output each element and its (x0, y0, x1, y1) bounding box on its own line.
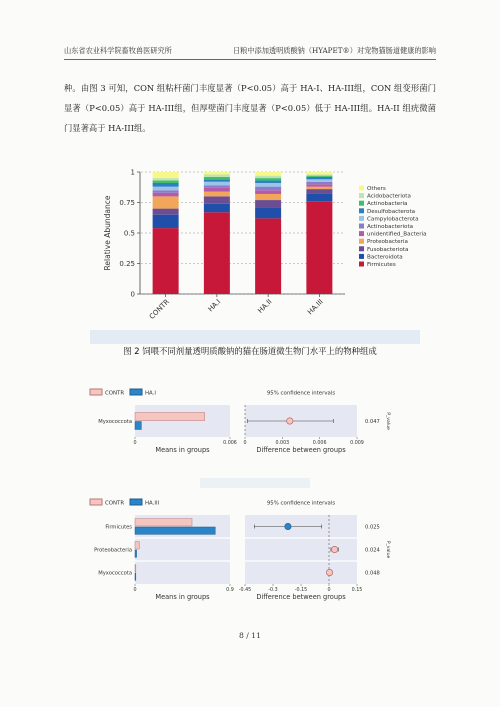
legend-label: Others (367, 186, 386, 192)
ci-tick-label: -0.15 (294, 588, 308, 593)
category-label: Firmicutes (105, 524, 132, 531)
p-value: 0.024 (365, 547, 380, 554)
bar-segment (255, 176, 281, 178)
bar-segment (255, 190, 281, 194)
category-label: Myxococcota (98, 419, 132, 425)
x-tick-label: HA.I (206, 297, 223, 314)
bar-segment (306, 172, 332, 174)
legend-label: CONTR (105, 500, 125, 507)
mean-bar (135, 413, 205, 421)
difference-point (326, 569, 332, 575)
ci-tick-label: -0.45 (238, 588, 252, 593)
bar-segment (255, 187, 281, 191)
legend-swatch (359, 208, 364, 213)
ci-axis-label: Difference between groups (256, 593, 346, 601)
legend-swatch (359, 224, 364, 229)
y-tick-label: 0 (130, 290, 135, 299)
stacked-bar-chart (90, 160, 427, 340)
bar-segment (306, 182, 332, 184)
bar-segment (306, 177, 332, 179)
legend-swatch (359, 231, 364, 236)
bar-segment (255, 178, 281, 180)
ci-tick-label: 0.003 (275, 441, 290, 446)
x-tick-label: HA.III (306, 297, 325, 317)
mean-bar (135, 542, 139, 549)
ci-tick-label: 0 (327, 588, 331, 593)
legend-swatch (359, 216, 364, 221)
bar-segment (306, 176, 332, 177)
legend-label: HA.III (145, 500, 160, 507)
bar-segment (153, 172, 179, 178)
legend-swatch (130, 389, 142, 395)
legend-swatch (130, 499, 142, 505)
means-tick-label: 0.9 (226, 588, 234, 593)
bar-segment (153, 187, 179, 191)
y-tick-label: 0.5 (123, 229, 135, 238)
legend-label: Campylobacterota (367, 216, 419, 223)
means-axis-label: Means in groups (155, 446, 210, 454)
legend-swatch (359, 193, 364, 198)
bar-segment (153, 193, 179, 197)
bar-segment (204, 185, 230, 187)
bar-segment (306, 201, 332, 294)
legend-label: Proteobacteria (367, 239, 408, 246)
ci-tick-label: 0 (243, 441, 247, 446)
bar-segment (306, 189, 332, 194)
legend-label: Actinobacteria (367, 201, 408, 208)
mean-bar (135, 519, 192, 526)
bar-segment (204, 177, 230, 179)
legend-label: Acidobacteriota (367, 193, 411, 200)
legend-swatch (359, 186, 364, 191)
bar-segment (153, 215, 179, 228)
legend-swatch (359, 201, 364, 206)
bar-segment (306, 174, 332, 175)
bar-segment (204, 196, 230, 203)
ci-tick-label: 0.006 (312, 441, 327, 446)
mean-bar (135, 527, 215, 534)
ci-title: 95% confidence intervals (266, 500, 336, 507)
legend-swatch (359, 262, 364, 267)
bar-segment (153, 196, 179, 208)
bar-segment (204, 204, 230, 213)
y-tick-label: 1 (130, 168, 135, 177)
bar-segment (204, 192, 230, 197)
legend-label: HA.I (145, 390, 156, 397)
page-number: 8 / 11 (239, 631, 261, 640)
bar-segment (204, 212, 230, 294)
bar-segment (255, 207, 281, 218)
means-tick-label: 0 (133, 588, 137, 593)
bar-segment (306, 194, 332, 201)
bar-segment (204, 188, 230, 192)
bar-segment (153, 178, 179, 180)
bar-segment (255, 183, 281, 187)
p-value-label: P_value (385, 412, 390, 430)
category-label: Proteobacteria (94, 547, 132, 554)
bar-segment (153, 181, 179, 183)
bar-segment (255, 172, 281, 176)
legend-swatch (359, 254, 364, 259)
bar-segment (153, 228, 179, 294)
ci-tick-label: -0.3 (268, 588, 278, 593)
ci-panel (245, 515, 357, 584)
scan-smear (200, 478, 310, 488)
p-value: 0.025 (365, 524, 380, 531)
ci-title: 95% confidence intervals (266, 390, 336, 397)
means-panel (135, 405, 230, 437)
legend-label: Firmicutes (367, 262, 396, 268)
x-tick-label: HA.II (256, 297, 274, 315)
p-value: 0.048 (365, 570, 380, 577)
bar-segment (204, 182, 230, 186)
bar-segment (204, 179, 230, 181)
bar-segment (255, 194, 281, 200)
header-institute: 山东省农业科学院畜牧兽医研究所 (64, 46, 172, 55)
bar-segment (306, 179, 332, 181)
bar-segment (204, 172, 230, 174)
y-tick-label: 0.25 (119, 260, 135, 268)
means-tick-label: 0.006 (223, 441, 237, 446)
legend-label: Fusobacteriota (367, 246, 409, 253)
ci-tick-label: 0.009 (350, 441, 364, 446)
bar-segment (204, 174, 230, 176)
mean-bar (135, 422, 141, 430)
bar-segment (153, 190, 179, 192)
difference-point (287, 418, 293, 424)
figure-caption: 图 2 饲喂不同剂量透明质酸钠的猫在肠道微生物门水平上的物种组成 (123, 346, 377, 356)
ci-axis-label: Difference between groups (256, 446, 346, 454)
legend-label: Actinobacteriota (367, 224, 414, 230)
bar-segment (255, 181, 281, 183)
mean-bar (135, 550, 137, 557)
legend-swatch (90, 499, 102, 505)
bar-segment (153, 183, 179, 187)
bar-segment (255, 200, 281, 207)
legend-swatch (90, 389, 102, 395)
x-tick-label: CONTR (147, 297, 172, 321)
page-header (64, 46, 436, 60)
bar-segment (306, 184, 332, 186)
mean-bar (135, 565, 136, 572)
extended-error-bar-chart-2 (80, 495, 420, 610)
legend-label: CONTR (105, 390, 125, 397)
legend-label: Desulfobacterota (367, 208, 416, 215)
header-report-title: 日粮中添加透明质酸钠（HYAPET®）对宠物猫肠道健康的影响 (232, 46, 436, 55)
ci-tick-label: 0.15 (351, 588, 363, 593)
p-value-label: P_value (385, 540, 390, 559)
means-tick-label: 0 (133, 441, 137, 446)
mean-bar (135, 573, 136, 580)
scan-smear (90, 330, 420, 344)
legend-label: unidentified_Bacteria (367, 231, 427, 238)
y-tick-label: 0.75 (119, 199, 135, 207)
extended-error-bar-chart-1 (80, 385, 420, 460)
category-label: Myxococcota (98, 570, 132, 577)
legend-label: Bacteroidota (367, 254, 403, 261)
difference-point (285, 523, 291, 529)
bar-segment (255, 218, 281, 294)
legend-swatch (359, 246, 364, 251)
p-value: 0.047 (365, 419, 380, 425)
means-axis-label: Means in groups (155, 593, 210, 601)
legend-swatch (359, 239, 364, 244)
bar-segment (306, 187, 332, 189)
y-axis-label: Relative Abundance (103, 195, 112, 271)
difference-point (331, 546, 337, 552)
body-paragraph: 种。由图 3 可知，CON 组粘杆菌门丰度显著（P<0.05）高于 HA-I、HA-III组，CON 组变形菌门显著（P<0.05）高于 HA-III组，但厚壁菌门丰度显著（P<0.05）低于 HA-III组。HA-II 组疣微菌门显著高于 HA-III组。 (64, 83, 436, 133)
bar-segment (153, 209, 179, 215)
